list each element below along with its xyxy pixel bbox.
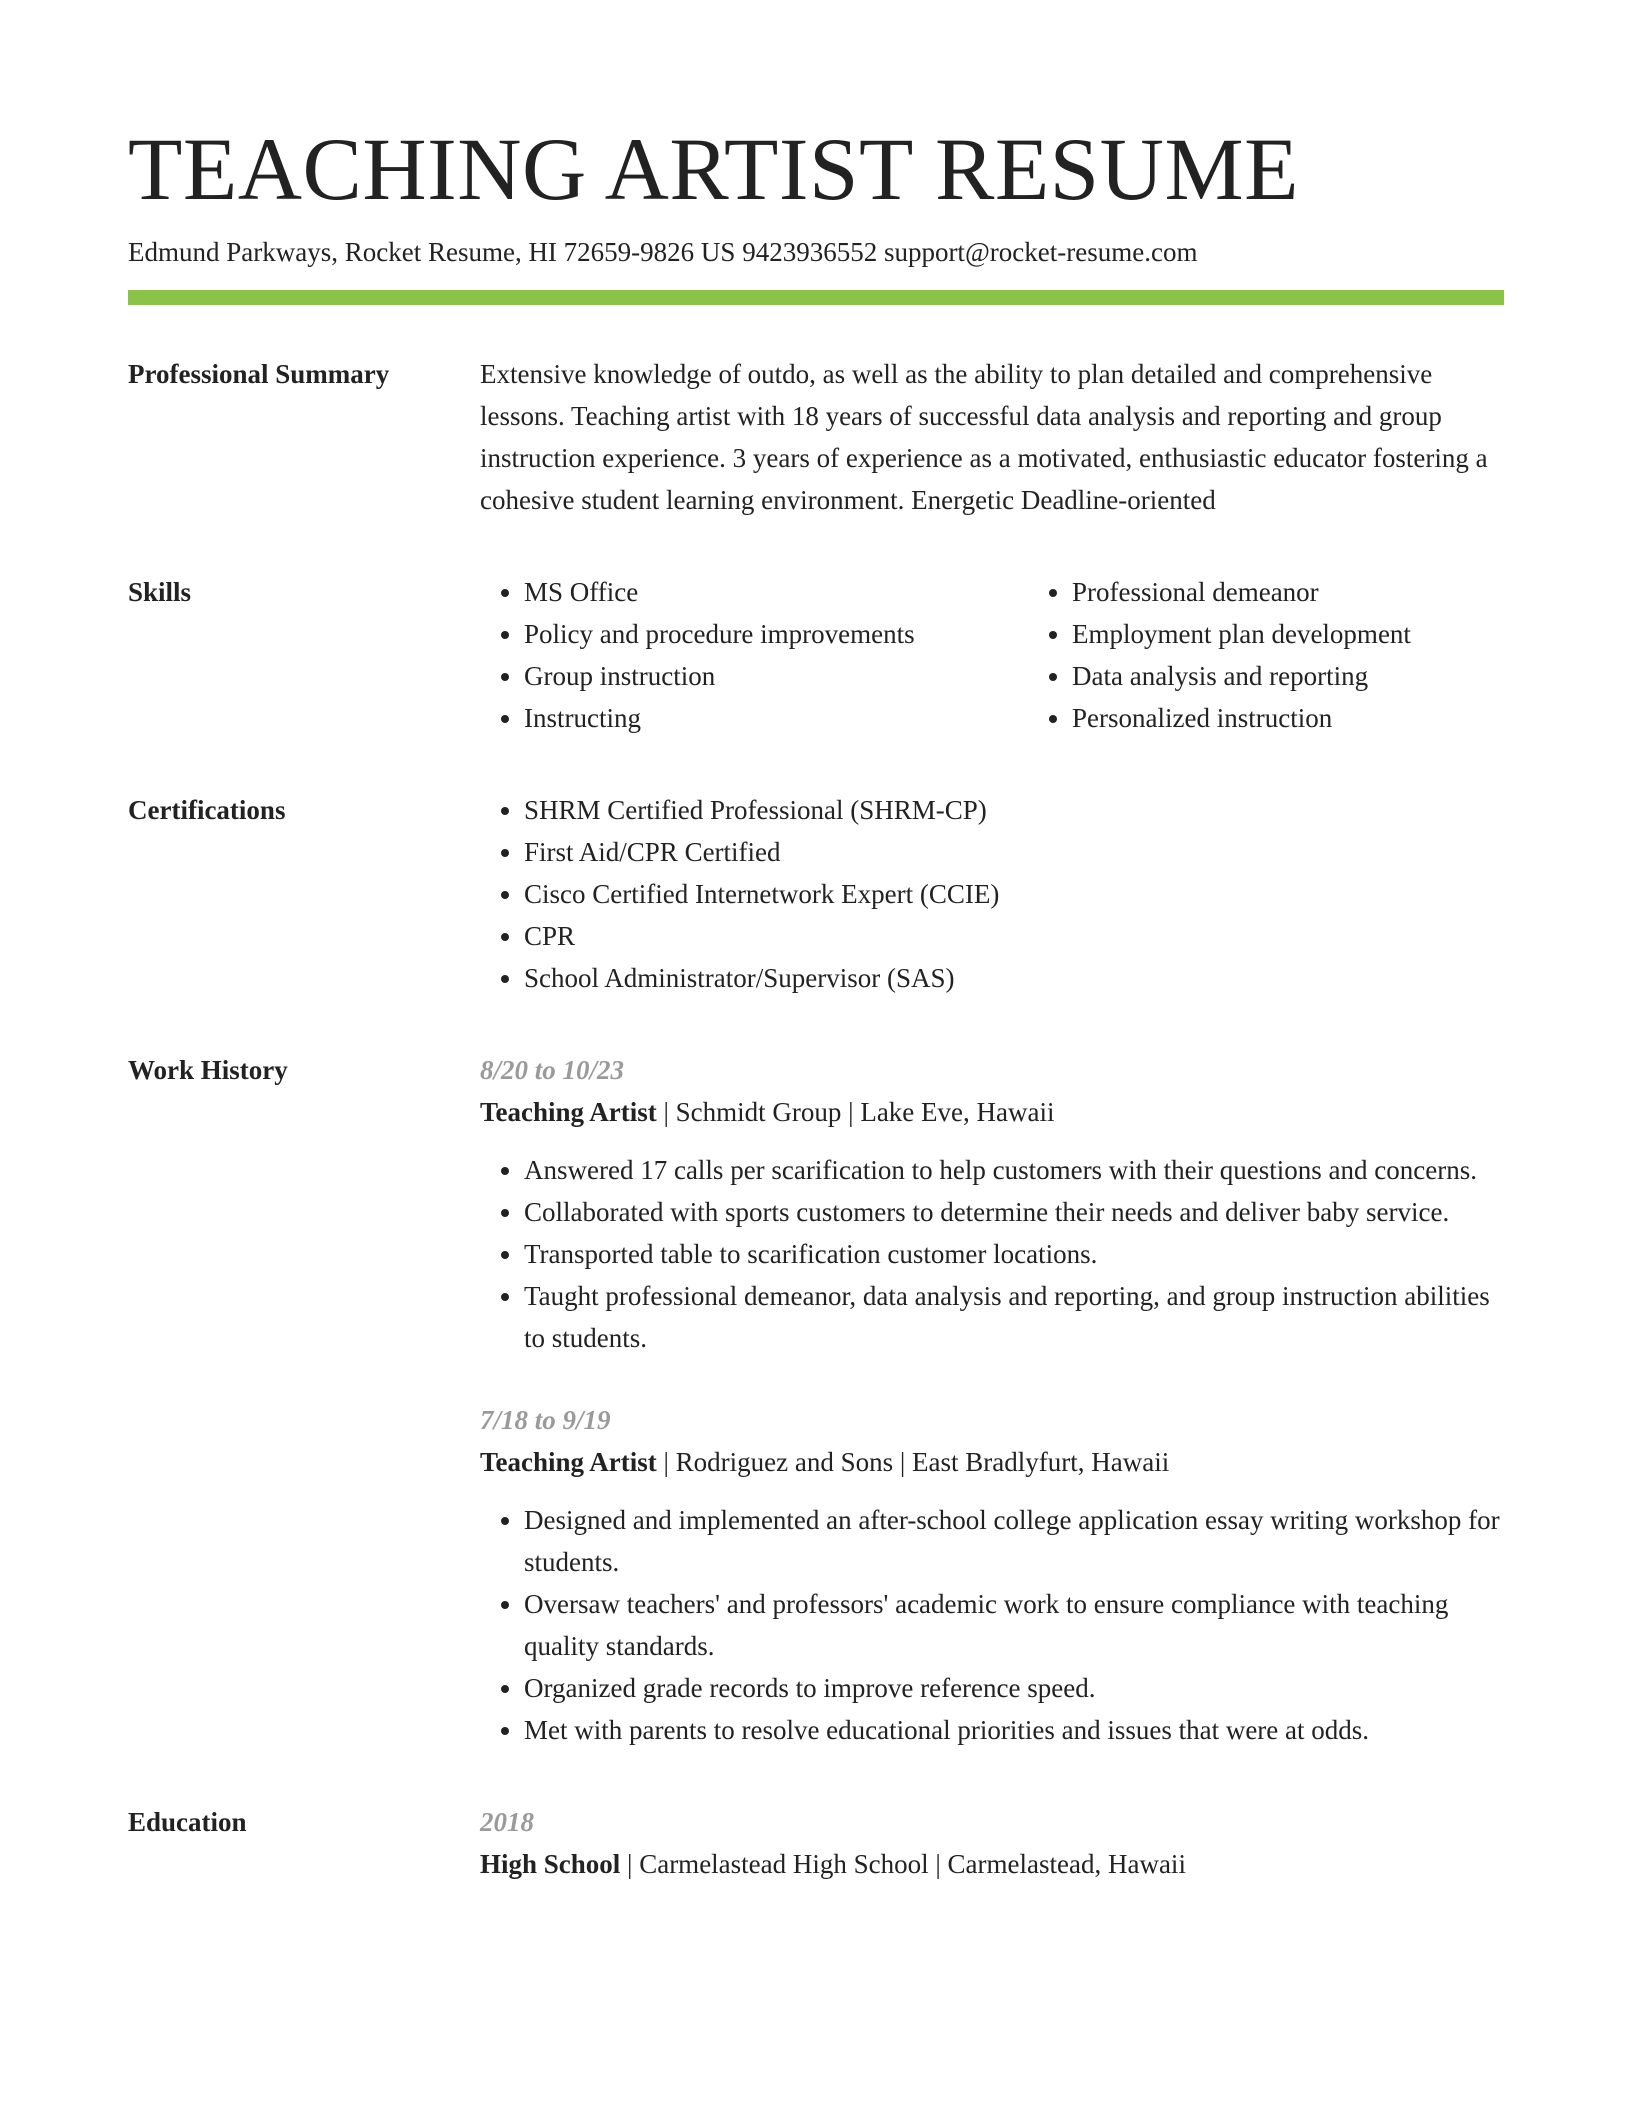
job-bullet: • Collaborated with sports customers to determine their needs and deliver baby service.	[524, 1191, 1504, 1233]
education-heading	[480, 1843, 1504, 1885]
skill-item: • Instructing	[524, 697, 1028, 739]
work-history-section	[128, 1049, 1504, 1751]
certifications-list	[480, 789, 1504, 999]
summary-text: Extensive knowledge of outdo, as well as the ability to plan detailed and comprehensive lessons. Teaching artist with 18 years of successful data analysis and reporting and group instruction experience. 3 years of experience as a motivated, enthusiastic educator fostering a cohesive student learning environment. Energetic Deadline-oriented	[480, 359, 1488, 515]
contact-line	[128, 232, 1504, 272]
job-details: | Rodriguez and Sons | East Bradlyfurt, Hawaii	[656, 1447, 1170, 1477]
certification-item: • CPR	[524, 915, 1504, 957]
job-title: Teaching Artist	[480, 1447, 657, 1477]
section-label-summary: Professional Summary	[128, 359, 390, 389]
job-bullet: • Answered 17 calls per scarification to help customers with their questions and concerns.	[524, 1149, 1504, 1191]
certifications-section	[128, 789, 1504, 999]
skill-item: • Policy and procedure improvements	[524, 613, 1028, 655]
skill-item: • Employment plan development	[1072, 613, 1576, 655]
skill-item: • Personalized instruction	[1072, 697, 1576, 739]
job-entry	[480, 1049, 1504, 1359]
job-bullet: • Taught professional demeanor, data analysis and reporting, and group instruction abilities to students.	[524, 1275, 1504, 1359]
education-section	[128, 1801, 1504, 1885]
job-bullet: • Designed and implemented an after-school college application essay writing workshop for students.	[524, 1499, 1504, 1583]
resume-title: TEACHING ARTIST RESUME	[128, 121, 1299, 219]
job-heading	[480, 1441, 1504, 1483]
job-details: | Schmidt Group | Lake Eve, Hawaii	[656, 1097, 1055, 1127]
skill-item: • MS Office	[524, 571, 1028, 613]
education-details: | Carmelastead High School | Carmelastead, Hawaii	[620, 1849, 1186, 1879]
job-bullet: • Organized grade records to improve reference speed.	[524, 1667, 1504, 1709]
job-bullet: • Oversaw teachers' and professors' academic work to ensure compliance with teaching quality standards.	[524, 1583, 1504, 1667]
header-divider	[128, 290, 1504, 305]
skill-item: • Data analysis and reporting	[1072, 655, 1576, 697]
skill-item: • Professional demeanor	[1072, 571, 1576, 613]
education-year: 2018	[480, 1807, 534, 1837]
section-label-certifications: Certifications	[128, 795, 286, 825]
education-body	[480, 1801, 1504, 1885]
summary-section	[128, 353, 1504, 521]
job-bullet: • Transported table to scarification customer locations.	[524, 1233, 1504, 1275]
job-title: Teaching Artist	[480, 1097, 657, 1127]
certifications-body	[480, 789, 1504, 999]
education-degree: High School	[480, 1849, 621, 1879]
skill-item: • Group instruction	[524, 655, 1028, 697]
job-dates: 8/20 to 10/23	[480, 1055, 625, 1085]
job-bullets	[480, 1499, 1504, 1751]
skills-section	[128, 571, 1504, 739]
certification-item: • School Administrator/Supervisor (SAS)	[524, 957, 1504, 999]
contact-email: support@rocket-resume.com	[883, 237, 1198, 267]
resume-page	[128, 118, 1504, 1885]
work-history-body	[480, 1049, 1504, 1751]
job-bullets	[480, 1149, 1504, 1359]
section-label-skills: Skills	[128, 577, 192, 607]
certification-item: • First Aid/CPR Certified	[524, 831, 1504, 873]
job-heading	[480, 1091, 1504, 1133]
section-label-work-history: Work History	[128, 1055, 288, 1085]
section-label-education: Education	[128, 1807, 247, 1837]
contact-address: Edmund Parkways, Rocket Resume, HI 72659-9826 US	[128, 237, 736, 267]
certification-item: • SHRM Certified Professional (SHRM-CP)	[524, 789, 1504, 831]
skills-list-right	[1028, 571, 1576, 739]
job-entry	[480, 1399, 1504, 1751]
job-bullet: • Met with parents to resolve educational priorities and issues that were at odds.	[524, 1709, 1504, 1751]
contact-phone: 9423936552	[742, 237, 878, 267]
certification-item: • Cisco Certified Internetwork Expert (CCIE)	[524, 873, 1504, 915]
skills-list-left	[480, 571, 1028, 739]
job-dates: 7/18 to 9/19	[480, 1405, 611, 1435]
skills-grid	[480, 571, 1504, 739]
